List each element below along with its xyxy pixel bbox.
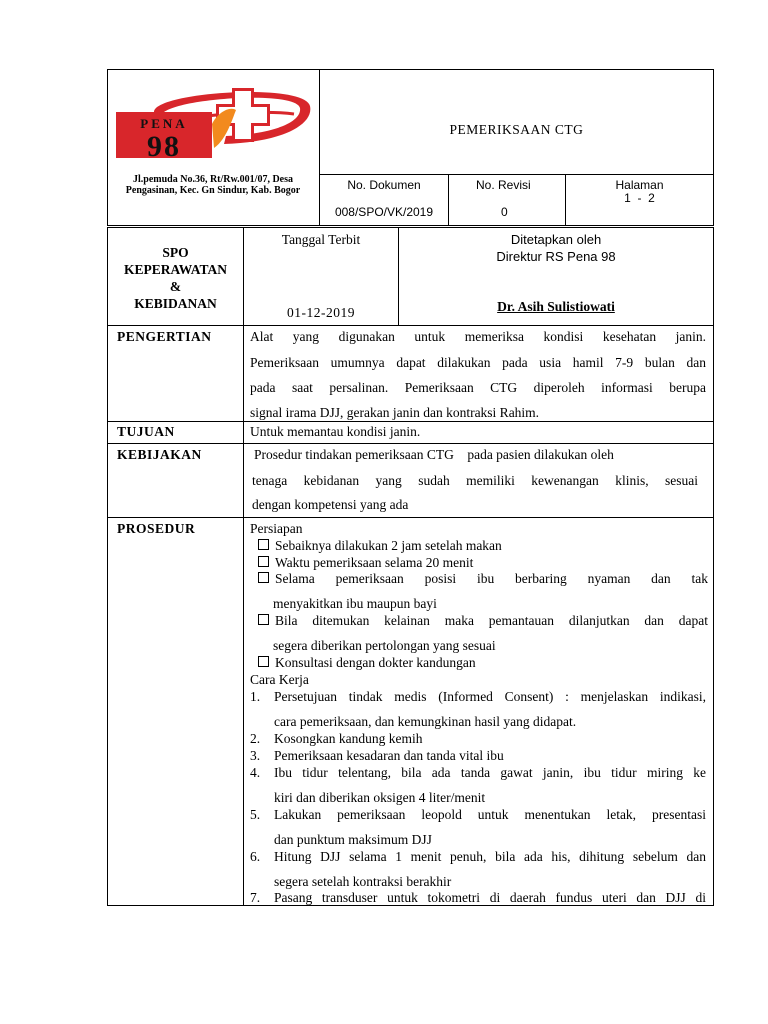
persiapan-item: Sebaiknya dilakukan 2 jam setelah makan <box>258 538 708 554</box>
step-line: Kosongkan kandung kemih <box>274 731 423 746</box>
ditetapkan-label: Ditetapkan oleh <box>510 232 602 247</box>
step-line: Ibu tidur telentang, bila ada tanda gawat janin, ibu tidur miring ke <box>274 765 706 780</box>
persiapan-item-continuation: segera diberikan pertolongan yang sesuai <box>273 638 496 653</box>
pengertian-line: Pemeriksaan umumnya dapat dilakukan pada usia hamil 7-9 bulan dan <box>250 355 706 370</box>
checkbox-icon <box>258 656 269 667</box>
pengertian-label: PENGERTIAN <box>117 329 212 344</box>
persiapan-label: Persiapan <box>250 521 303 536</box>
row-divider-kebijakan <box>107 517 714 518</box>
step-line: cara pemeriksaan, dan kemungkinan hasil yang didapat. <box>274 714 577 729</box>
no-revisi-label: No. Revisi <box>476 178 531 192</box>
step-line: dan punktum maksimum DJJ <box>274 832 432 847</box>
checkbox-icon <box>258 539 269 550</box>
step-line: Pemeriksaan kesadaran dan tanda vital ibu <box>274 748 504 763</box>
no-dokumen-label: No. Dokumen <box>347 178 421 192</box>
step-line: Pasang transduser untuk tokometri di daerah fundus uteri dan DJJ di <box>274 890 706 905</box>
pengertian-line: Alat yang digunakan untuk memeriksa kondisi kesehatan janin. <box>250 329 706 344</box>
persiapan-item-continuation: menyakitkan ibu maupun bayi <box>273 596 437 611</box>
tanggal-terbit-label: Tanggal Terbit <box>281 232 361 247</box>
checkbox-icon <box>258 572 269 583</box>
no-revisi-value: 0 <box>501 205 508 219</box>
persiapan-item: Selama pemeriksaan posisi ibu berbaring nyaman dan tak <box>258 571 708 587</box>
cara-kerja-label: Cara Kerja <box>250 672 309 687</box>
no-dokumen-value: 008/SPO/VK/2019 <box>334 205 434 219</box>
pengertian-line: pada saat persalinan. Pemeriksaan CTG diperoleh informasi berupa <box>250 380 706 395</box>
header-horizontal-divider <box>319 174 714 175</box>
step-number: 1. <box>250 689 261 704</box>
kebijakan-line: Prosedur tindakan pemeriksaan CTG pada pasien dilakukan oleh <box>254 447 614 462</box>
pengertian-line: signal irama DJJ, gerakan janin dan kontraksi Rahim. <box>250 405 540 420</box>
persiapan-item: Konsultasi dengan dokter kandungan <box>258 655 708 671</box>
step-number: 4. <box>250 765 261 780</box>
header-vertical-divider <box>319 69 320 226</box>
doc-col-divider-1 <box>448 174 449 226</box>
step-number: 7. <box>250 890 261 905</box>
step-line: Lakukan pemeriksaan leopold untuk menentukan letak, presentasi <box>274 807 706 822</box>
kebijakan-label: KEBIJAKAN <box>117 447 202 462</box>
direktur-label: Direktur RS Pena 98 <box>496 249 616 264</box>
step-number: 6. <box>250 849 261 864</box>
step-number: 3. <box>250 748 261 763</box>
row-divider-pengertian <box>107 421 714 422</box>
halaman-value: 1 - 2 <box>624 191 655 205</box>
prosedur-label: PROSEDUR <box>117 521 196 536</box>
persiapan-item: Bila ditemukan kelainan maka pemantauan dilanjutkan dan dapat <box>258 613 708 629</box>
step-line: segera setelah kontraksi berakhir <box>274 874 452 889</box>
kebijakan-line: tenaga kebidanan yang sudah memiliki kewenangan klinis, sesuai <box>252 473 698 488</box>
spo-label: SPO KEPERAWATAN & KEBIDANAN <box>123 245 227 311</box>
tujuan-text: Untuk memantau kondisi janin. <box>250 424 421 439</box>
tujuan-label: TUJUAN <box>117 424 175 439</box>
step-line: Persetujuan tindak medis (Informed Consent) : menjelaskan indikasi, <box>274 689 706 704</box>
step-number: 5. <box>250 807 261 822</box>
document-title: PEMERIKSAAN CTG <box>449 122 584 137</box>
step-line: kiri dan diberikan oksigen 4 liter/menit <box>274 790 486 805</box>
row-divider-spo <box>107 325 714 326</box>
address-text: Jl.pemuda No.36, Rt/Rw.001/07, Desa Pengasinan, Kec. Gn Sindur, Kab. Bogor <box>125 174 301 196</box>
step-line: Hitung DJJ selama 1 menit penuh, bila ada his, dihitung sebelum dan <box>274 849 706 864</box>
checkbox-icon <box>258 556 269 567</box>
persiapan-item: Waktu pemeriksaan selama 20 menit <box>258 555 708 571</box>
main-left-column-divider <box>243 227 244 906</box>
signer-name: Dr. Asih Sulistiowati <box>497 299 615 314</box>
hospital-logo <box>114 84 314 160</box>
row-divider-tujuan <box>107 443 714 444</box>
halaman-label: Halaman <box>615 178 664 192</box>
step-number: 2. <box>250 731 261 746</box>
kebijakan-line: dengan kompetensi yang ada <box>252 497 409 512</box>
tanggal-terbit-value: 01-12-2019 <box>287 305 355 320</box>
checkbox-icon <box>258 614 269 625</box>
svg-text:98: 98 <box>147 130 181 160</box>
logo-text: PENA <box>140 116 188 131</box>
